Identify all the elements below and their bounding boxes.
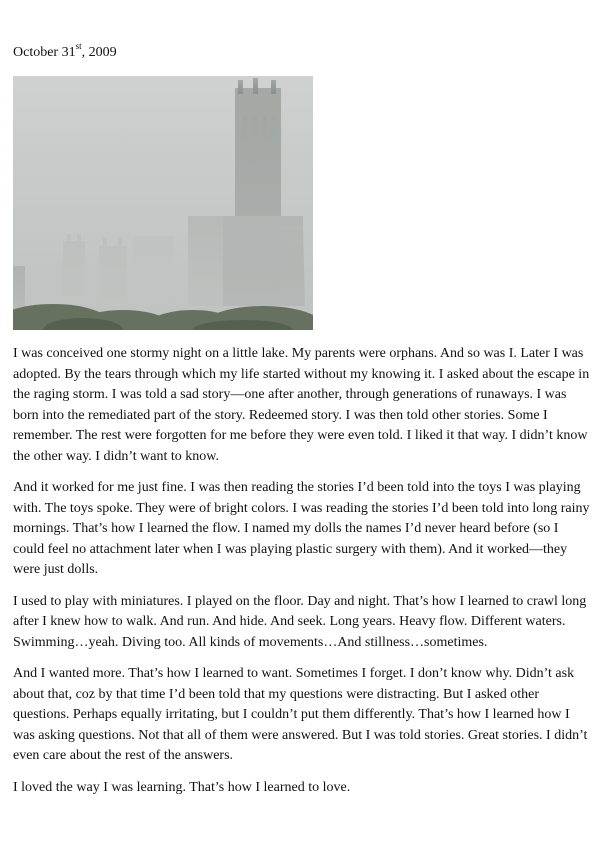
paragraph: And I wanted more. That’s how I learned to want. Sometimes I forget. I don’t know why. Didn’t ask about that, coz by that time I’d been told that my questions were distracting. But I asked other questions. Perhaps equally irritating, but I couldn’t put them differently. That’s how I learned how I was asking questions. Not that all of them were answered. But I was told stories. Great stories. I didn’t even care about the rest of the answers.: [13, 666, 588, 763]
paragraph: And it worked for me just fine. I was then reading the stories I’d been told into the toys I was playing with. The toys spoke. They were of bright colors. I was reading the stories I’d been told into long rainy mornings. That’s how I learned the flow. I named my dolls the names I’d never heard before (so I could feel no attachment later when I was playing plastic surgery with them). And it worked—they were just dolls.: [13, 480, 590, 577]
foggy-tower-photo: [13, 76, 313, 330]
date-prefix: October 31: [13, 45, 76, 60]
paragraph: I was conceived one stormy night on a little lake. My parents were orphans. And so was I. Later I was adopted. By the tears through which my life started without my knowing it. I asked about the escape in the raging storm. I was told a sad story—one after another, through generations of runaways. I was born into the remediated part of the story. Redeemed story. I was then told other stories. Some I remember. The rest were forgotten for me before they were even told. I liked it that way. I didn’t know the other way. I didn’t want to know.: [13, 346, 590, 464]
date-heading: [13, 41, 117, 62]
body-text: [13, 344, 593, 809]
paragraph: I used to play with miniatures. I played on the floor. Day and night. That’s how I learned to crawl long after I knew how to walk. And run. And hide. And seek. Long years. Heavy flow. Different waters. Swimming…yeah. Diving too. All kinds of movements…And stillness…sometimes.: [13, 593, 587, 650]
paragraph: I loved the way I was learning. That’s how I learned to love.: [13, 779, 351, 795]
date-ordinal-suffix: st: [75, 41, 82, 52]
date-year: , 2009: [81, 45, 117, 60]
